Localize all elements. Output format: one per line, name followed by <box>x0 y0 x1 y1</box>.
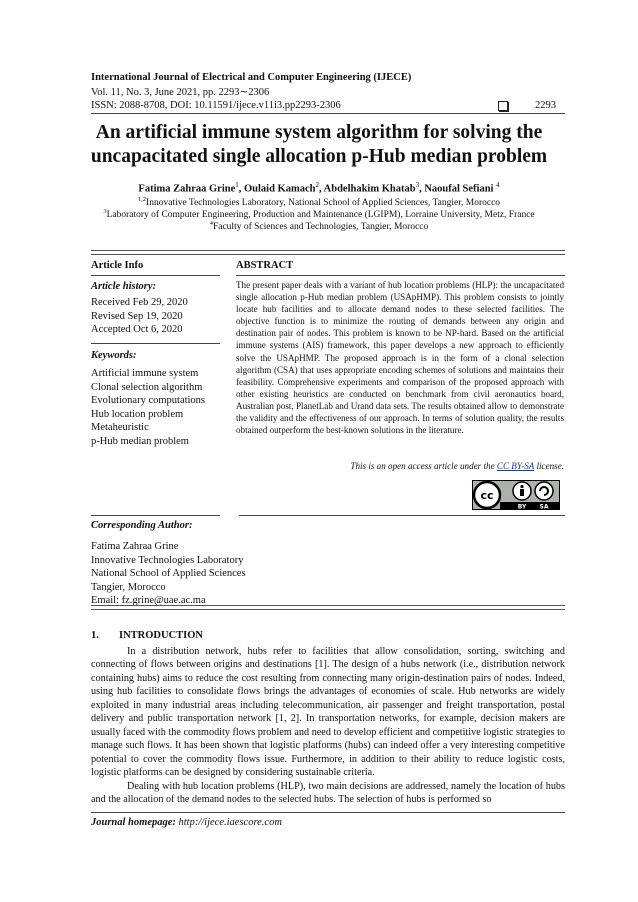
affiliation-sup: 3 <box>103 208 107 215</box>
section-double-rule <box>91 250 565 255</box>
keyword-item: Hub location problem <box>91 408 184 420</box>
abstract-heading: ABSTRACT <box>236 260 294 271</box>
affiliation-text: Laboratory of Computer Engineering, Production and Maintenance (LGIPM), Lorraine University, Metz, France <box>106 210 535 221</box>
author-name: Fatima Zahraa Grine <box>138 183 236 195</box>
page-number: 2293 <box>535 100 556 111</box>
keyword-item: Metaheuristic <box>91 422 149 433</box>
body-paragraph: Dealing with hub location problems (HLP), two main decisions are addressed, namely the location of hubs and the allocation of the demand nodes to the selected hubs. The selection of hubs is performed so <box>91 780 565 805</box>
cc-by-sa-link[interactable]: CC BY-SA <box>496 461 535 471</box>
open-access-suffix: license. <box>534 461 564 471</box>
article-history-heading: Article history: <box>91 281 157 292</box>
corresponding-rule-left <box>91 515 220 516</box>
affiliation-sup: 4 <box>209 220 213 227</box>
badge-by-label: BY <box>517 503 527 510</box>
section-number: 1. <box>91 630 99 641</box>
square-icon <box>498 101 508 111</box>
history-item: Received Feb 29, 2020 <box>91 297 188 308</box>
article-history-list <box>91 296 188 337</box>
affiliation <box>40 208 598 220</box>
journal-issn-doi: ISSN: 2088-8708, DOI: 10.11591/ijece.v11i3.pp2293-2306 <box>91 100 341 111</box>
keyword-item: Clonal selection algorithm <box>91 381 203 393</box>
keyword-item: Artificial immune system <box>91 368 199 379</box>
svg-text:cc: cc <box>480 489 494 502</box>
keyword-item: p-Hub median problem <box>91 435 189 447</box>
keywords-list <box>91 367 205 448</box>
corresponding-line: Tangier, Morocco <box>91 581 166 593</box>
keywords-heading: Keywords: <box>91 350 137 361</box>
paper-title <box>60 121 578 169</box>
affiliation-text: Innovative Technologies Laboratory, National School of Applied Sciences, Tangier, Morocco <box>146 198 501 209</box>
article-info-rule <box>91 275 220 276</box>
section-title: INTRODUCTION <box>119 630 204 641</box>
corresponding-rule-right <box>239 515 565 516</box>
footer-label: Journal homepage: <box>91 817 176 828</box>
badge-sa-label: SA <box>539 503 549 510</box>
author-sup: 4 <box>496 181 500 189</box>
cc-by-sa-badge-icon[interactable] <box>472 480 560 510</box>
homepage-link[interactable]: http://ijece.iaescore.com <box>178 817 282 828</box>
affiliation-text: Faculty of Sciences and Technologies, Tangier, Morocco <box>212 222 429 233</box>
history-item: Revised Sep 19, 2020 <box>91 310 183 322</box>
footer-rule <box>91 812 565 813</box>
author-name: Abdelhakim Khatab <box>323 183 416 195</box>
affiliation-sup: 1,2 <box>137 196 147 203</box>
abstract-text: The present paper deals with a variant of hub location problems (HLP): the uncapacitated single allocation p-Hub median problem (USApHMP). This problem consists to jointly locate hub facilities and to allocate demand nodes to these selected facilities. The objective function is to minimize the routing of demands between any origin and destination pair of nodes. This problem is known to be NP-hard. Based on the artificial immune systems (AIS) framework, this paper develops a new approach to efficiently solve the USApHMP. The proposed approach is in the form of a clonal selection algorithm (CSA) that uses appropriate encoding schemes of solutions and maintains their feasibility. Comprehensive experiments and comparison of the proposed approach with other existing heuristics are conducted on benchmark from civil aeronautics board, Australian post, PlanetLab and Urand data sets. The results obtained allow to demonstrate the validity and the effectiveness of our approach. In terms of solution quality, the results obtained outperform the best-known solutions in the literature. <box>236 280 564 436</box>
corresponding-heading: Corresponding Author: <box>91 520 193 531</box>
journal-name: International Journal of Electrical and Computer Engineering (IJECE) <box>91 72 412 83</box>
corresponding-details <box>91 540 246 608</box>
author-list: Fatima Zahraa Grine$^1$, Oulaid Kamach$^2$, Abdelhakim Khatab$^3$, Naoufal Sefiani $^4$ <box>138 181 500 195</box>
header-rule <box>91 113 565 114</box>
author-sup: 1 <box>235 181 239 189</box>
author-name: Naoufal Sefiani <box>424 183 494 195</box>
corresponding-line: Email: fz.grine@uae.ac.ma <box>91 595 206 606</box>
corresponding-line: National School of Applied Sciences <box>91 568 246 579</box>
journal-homepage <box>91 817 282 828</box>
affiliation <box>40 196 598 208</box>
affiliation <box>40 220 598 232</box>
keyword-item: Evolutionary computations <box>91 395 206 406</box>
keywords-rule <box>91 343 220 344</box>
open-access-prefix: This is an open access article under the <box>350 461 497 471</box>
abstract-rule <box>236 275 565 276</box>
section-heading-introduction <box>91 630 203 641</box>
history-item: Accepted Oct 6, 2020 <box>91 324 183 335</box>
body-paragraph: In a distribution network, hubs refer to facilities that allow consolidation, sorting, switching and connecting of flows between origins and destinations [1]. The design of a hubs network (i.e., distribution network containing hubs) aims to reduce the cost resulting from connecting many origin-destination pairs of nodes. Indeed, using hub facilities to consolidate flows brings the advantages of economies of scale. Hub networks are widely exploited in many industrial areas including telecommunication, air passenger and freight transportation, postal delivery and public transportation network [1, 2]. In transportation networks, for example, decision makers are usually faced with the commodity flows problem and need to develop efficient and competitive logistic strategies to manage such flows. It has been shown that logistic platforms (hubs) can indeed offer a very interesting competitive potential to cover the commodity flows issue. Furthermore, in addition to their ability to reduce logistic costs, logistic platforms can be designed by considering sustainable criteria. <box>91 646 565 779</box>
author-name: Oulaid Kamach <box>244 183 316 195</box>
open-access-note <box>350 461 564 471</box>
title-line: uncapacitated single allocation p-Hub median problem <box>90 146 548 167</box>
introduction-body <box>91 645 565 806</box>
journal-volume: Vol. 11, No. 3, June 2021, pp. 2293∼2306 <box>91 87 270 98</box>
corresponding-line: Fatima Zahraa Grine <box>91 541 179 552</box>
corresponding-line: Innovative Technologies Laboratory <box>91 554 244 566</box>
section-double-rule <box>91 605 565 610</box>
title-line: An artificial immune system algorithm for solving the <box>95 122 543 143</box>
article-info-heading: Article Info <box>91 260 144 271</box>
author-sup: 2 <box>315 181 319 189</box>
author-sup: 3 <box>415 181 420 189</box>
